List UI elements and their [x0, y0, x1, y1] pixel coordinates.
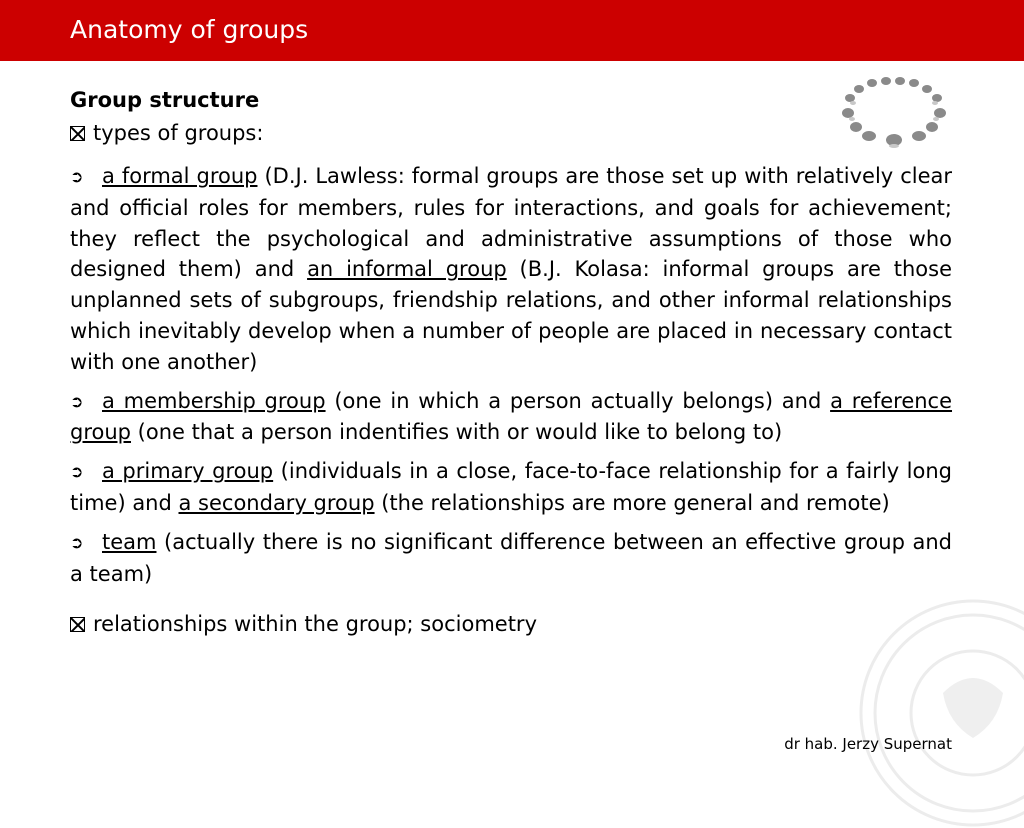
item-text: (B.J. Kolasa: informal groups are those unplanned sets of subgroups, friendship relations, and other informal relationships which inevitably develop when a number of people are placed in necessary contact with one another) — [70, 257, 953, 374]
boxed-x-icon — [70, 126, 85, 141]
relationships-item — [70, 609, 952, 639]
relationships-label: relationships within the group; sociometry — [93, 612, 537, 637]
term-secondary-group: a secondary group — [178, 490, 375, 515]
arrow-circle-icon: ➲ — [70, 167, 84, 186]
item-text: (D.J. Lawless: formal groups are those set up with relatively clear and official roles for members, rules for interactions, and goals for achievement; they reflect the psychological and administrative assumptions of those who designed them) and — [70, 164, 952, 282]
arrow-circle-icon: ➲ — [70, 391, 84, 411]
slide-content — [70, 86, 952, 639]
term-reference-group: a reference group — [70, 388, 953, 445]
item-text: (individuals in a close, face-to-face relationship for a fairly long time) and — [70, 459, 952, 515]
list-item — [70, 386, 952, 449]
item-text: (actually there is no significant difference between an effective group and a team) — [70, 529, 952, 586]
arrow-circle-icon: ➲ — [70, 532, 84, 552]
item-text: (the relationships are more general and remote) — [374, 490, 890, 515]
term-membership-group: a membership group — [102, 388, 326, 413]
item-text: (one that a person indentifies with or would like to belong to) — [131, 420, 783, 445]
slide-title: Anatomy of groups — [70, 15, 309, 44]
title-bar — [0, 0, 1024, 61]
list-item — [70, 527, 952, 590]
term-team: team — [102, 529, 157, 554]
author-footer: dr hab. Jerzy Supernat — [784, 735, 952, 753]
types-of-groups-item — [70, 118, 952, 148]
section-heading: Group structure — [70, 88, 260, 112]
boxed-x-icon — [70, 617, 85, 632]
item-text: (one in which a person actually belongs) and — [325, 388, 831, 413]
list-item — [70, 456, 952, 519]
term-informal-group: an informal group — [307, 257, 507, 282]
term-primary-group: a primary group — [102, 459, 274, 484]
arrow-circle-icon: ➲ — [70, 462, 84, 482]
term-formal-group: a formal group — [102, 164, 258, 188]
list-item — [70, 161, 952, 378]
types-of-groups-label: types of groups: — [93, 121, 264, 145]
